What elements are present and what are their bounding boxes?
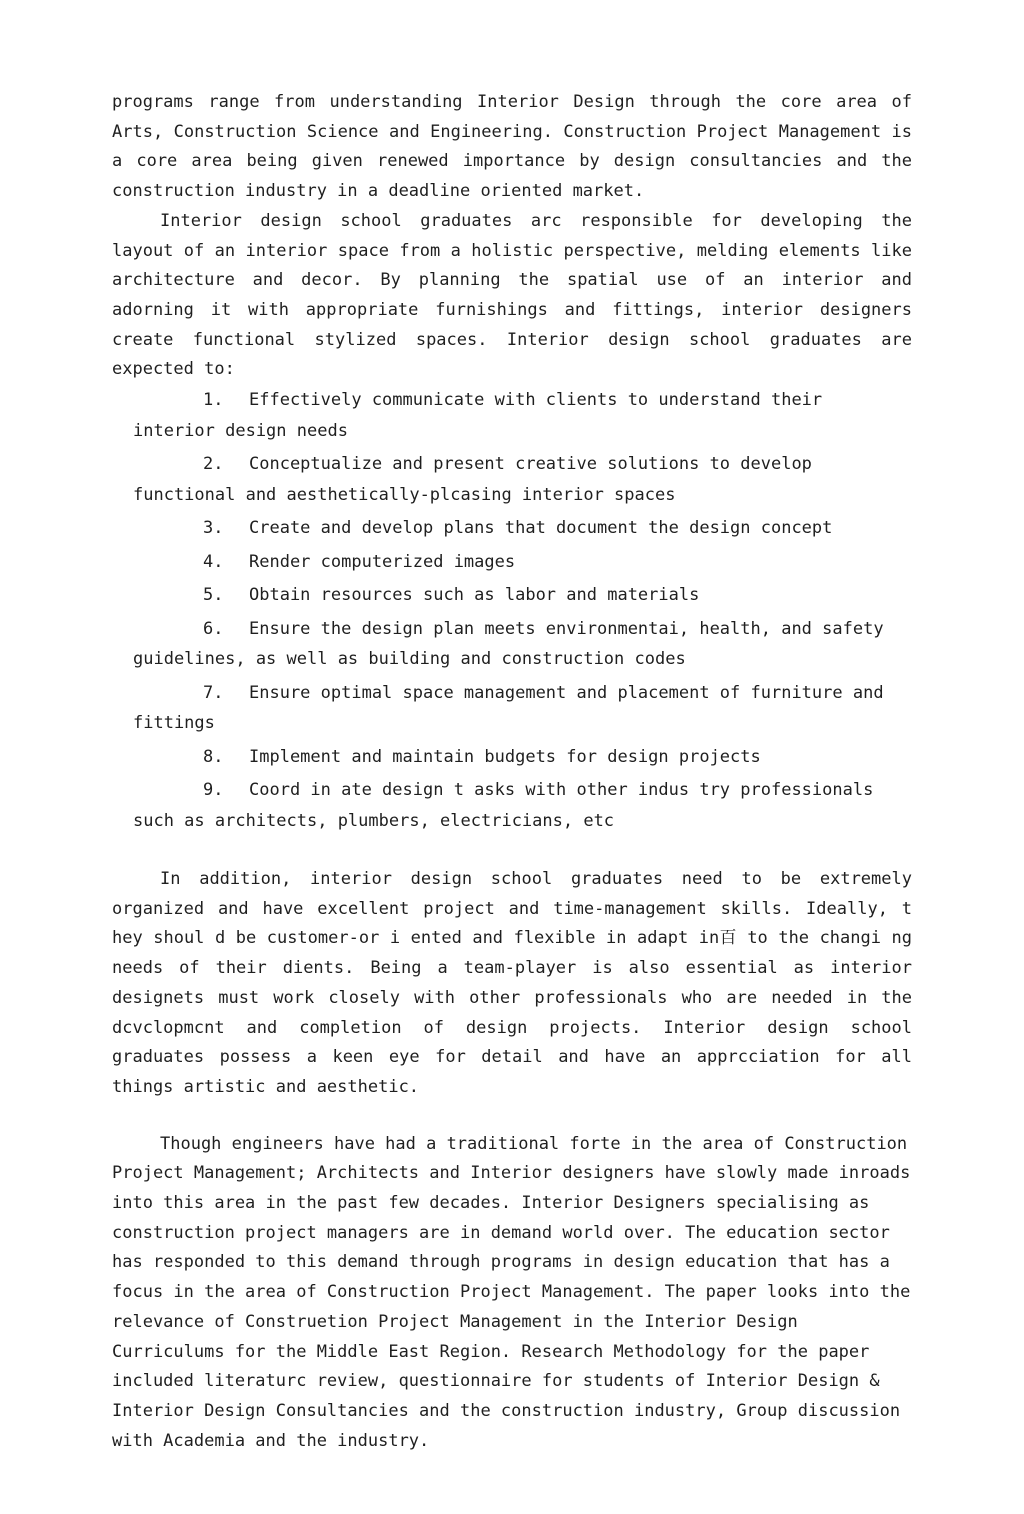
list-item	[112, 385, 912, 446]
list-text: Implement and maintain budgets for design projects	[249, 746, 761, 767]
list-number: 7.	[203, 682, 224, 703]
list-number: 6.	[203, 618, 224, 639]
list-item	[112, 547, 912, 578]
list-number: 3.	[203, 518, 224, 539]
list-text: Obtain resources such as labor and materials	[249, 585, 700, 606]
document-page	[112, 88, 912, 1456]
list-text: Effectively communicate with clients to understand their interior design needs	[133, 390, 823, 441]
list-item	[112, 513, 912, 544]
graduate-expectations-list	[112, 385, 912, 836]
paragraph-intro-continued: programs range from understanding Interior Design through the core area of Arts, Construction Science and Engineering. Construction Project Management is a core area being given renewed importance by design consultancies and the construction industry in a deadline oriented market.	[112, 92, 912, 202]
list-item	[112, 678, 912, 739]
paragraph-graduate-skills: In addition, interior design school graduates need to be extremely organized and have excellent project and time-management skills. Ideally, t hey shoul d be customer-or i ented and flexible in adapt in百 to the changi ng needs of their dients. Being a team-player is also essential as interior designets must work closely with other professionals who are needed in the dcvclopmcnt and completion of design projects. Interior design school graduates possess a keen eye for detail and have an apprcciation for all things artistic and aesthetic.	[112, 869, 912, 1097]
list-text: Create and develop plans that document the design concept	[249, 518, 833, 539]
list-number: 4.	[203, 551, 224, 572]
paragraph-spacer	[112, 839, 912, 865]
list-text: Conceptualize and present creative solutions to develop functional and aesthetically-plcasing interior spaces	[133, 454, 812, 505]
list-item	[112, 614, 912, 675]
paragraph-construction-management: Though engineers have had a traditional forte in the area of Construction Project Management; Architects and Interior designers have slowly made inroads into this area in the past few decades. Interior Designers specialising as construction project managers are in demand world over. The education sector has responded to this demand through programs in design education that has a focus in the area of Construction Project Management. The paper looks into the relevance of Construetion Project Management in the Interior Design Curriculums for the Middle East Region. Research Methodology for the paper included literaturc review, questionnaire for students of Interior Design & Interior Design Consultancies and the construction industry, Group discussion with Academia and the industry.	[112, 1133, 911, 1451]
list-number: 9.	[203, 780, 224, 801]
paragraph-graduates-role: Interior design school graduates arc responsible for developing the layout of an interior space from a holistic perspective, melding elements like architecture and decor. By planning the spatial use of an interior and adorning it with appropriate furnishings and fittings, interior designers create functional stylized spaces. Interior design school graduates are expected to:	[112, 210, 912, 380]
paragraph-spacer	[112, 1103, 912, 1130]
list-text: Coord in ate design t asks with other indus try professionals such as architects, plumbers, electricians, etc	[133, 780, 874, 831]
list-item	[112, 742, 912, 773]
list-text: Ensure optimal space management and placement of furniture and fittings	[133, 682, 884, 734]
list-number: 1.	[203, 390, 224, 411]
list-item	[112, 775, 912, 836]
list-number: 5.	[203, 585, 224, 606]
list-number: 8.	[203, 746, 224, 767]
list-item	[112, 449, 912, 510]
list-text: Ensure the design plan meets environmentai, health, and safety guidelines, as well as building and construction codes	[133, 618, 884, 670]
list-number: 2.	[203, 454, 224, 475]
list-text: Render computerized images	[249, 551, 516, 572]
list-item	[112, 580, 912, 611]
